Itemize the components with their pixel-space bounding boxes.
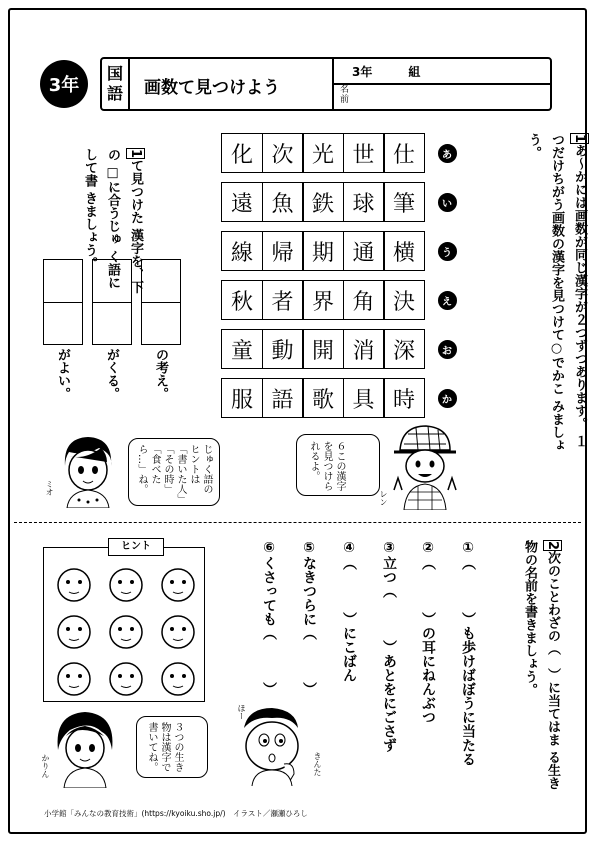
- animal-icon: [158, 564, 198, 604]
- kanji-cell[interactable]: 動: [262, 329, 304, 369]
- box-suffix-2: がくる。: [104, 348, 119, 400]
- animal-icon: [54, 658, 94, 698]
- kanji-cell[interactable]: 鉄: [302, 182, 344, 222]
- kanji-row: [221, 231, 457, 271]
- kanji-row: [221, 182, 457, 222]
- box-suffix-3: がよい。: [55, 348, 70, 400]
- mio-name: ミオ: [45, 480, 54, 496]
- proverb-2[interactable]: ②（ ）の耳にねんぶつ: [420, 540, 436, 724]
- footer-credit: 小学館「みんなの教育技術」(https://kyoiku.sho.jp/) イラスト／瀬瀬ひろし: [44, 809, 308, 818]
- animal-picture: [154, 656, 202, 700]
- kanji-cell[interactable]: 具: [343, 378, 385, 418]
- animal-picture: [154, 562, 202, 606]
- proverb-1[interactable]: ①（ ）も歩けばぼうに当たる: [460, 540, 476, 766]
- answer-box-1[interactable]: [141, 259, 181, 345]
- kanji-cell[interactable]: 歌: [302, 378, 344, 418]
- kanji-cell[interactable]: 球: [343, 182, 385, 222]
- kanji-cell[interactable]: 筆: [383, 182, 425, 222]
- proverb-6[interactable]: ⑥くさっても（ ）: [261, 540, 277, 696]
- kinta-name: きんた: [313, 752, 322, 776]
- proverb-4[interactable]: ④（ ）にこばん: [341, 540, 357, 682]
- box-suffix-1: の考え。: [153, 348, 168, 400]
- row-marker: か: [438, 389, 457, 408]
- worksheet-header: [100, 57, 552, 111]
- kanji-cell[interactable]: 語: [262, 378, 304, 418]
- kanji-cell[interactable]: 角: [343, 280, 385, 320]
- kanji-cell[interactable]: 時: [383, 378, 425, 418]
- animal-picture: [154, 609, 202, 653]
- kanji-grid: [221, 133, 457, 427]
- ren-name: レン: [379, 490, 388, 506]
- kanji-cell[interactable]: 消: [343, 329, 385, 369]
- kanji-cell[interactable]: 光: [302, 133, 344, 173]
- worksheet-title: 画数て見つけよう: [144, 78, 280, 98]
- row-marker: お: [438, 340, 457, 359]
- animal-icon: [106, 564, 146, 604]
- ren-speech-bubble: ６この漢字を見つけられるよ。: [296, 434, 380, 496]
- kanji-cell[interactable]: 童: [221, 329, 263, 369]
- ren-illustration: [388, 420, 460, 510]
- answer-box-3[interactable]: [43, 259, 83, 345]
- hint-animals: [50, 562, 202, 700]
- mio-speech-bubble: じゅく語のヒントは「書いた人」「その時」「食べたら…」ね。: [128, 438, 220, 506]
- question-1b-instructions: 1て見つけた 漢字を、下の □に合うじゅ く語にして書 きましょう。: [82, 148, 143, 294]
- proverb-3[interactable]: ③立つ（ ）あとをにごさず: [381, 540, 397, 752]
- row-marker: え: [438, 291, 457, 310]
- kanji-cell[interactable]: 服: [221, 378, 263, 418]
- karin-name: かりん: [41, 754, 50, 778]
- karin-speech-bubble: ３つの生き物は漢字で書いてね。: [136, 716, 208, 778]
- kanji-row: [221, 329, 457, 369]
- kanji-cell[interactable]: 界: [302, 280, 344, 320]
- karin-illustration: [50, 706, 120, 788]
- kanji-cell[interactable]: 帰: [262, 231, 304, 271]
- row-marker: い: [438, 193, 457, 212]
- kanji-cell[interactable]: 秋: [221, 280, 263, 320]
- animal-icon: [54, 564, 94, 604]
- animal-icon: [54, 611, 94, 651]
- animal-icon: [158, 611, 198, 651]
- animal-picture: [50, 656, 98, 700]
- hint-box: [43, 541, 205, 702]
- kanji-cell[interactable]: 決: [383, 280, 425, 320]
- animal-picture: [102, 656, 150, 700]
- question-2-instructions: 2次のことわざの（ ）に当てはま る生き物の名前を書きましょう。: [522, 540, 560, 790]
- answer-box-2[interactable]: [92, 259, 132, 345]
- kanji-cell[interactable]: 者: [262, 280, 304, 320]
- kanji-cell[interactable]: 横: [383, 231, 425, 271]
- proverb-5[interactable]: ⑤なきつらに（ ）: [301, 540, 317, 696]
- kanji-row: [221, 280, 457, 320]
- row-marker: あ: [438, 144, 457, 163]
- animal-picture: [102, 609, 150, 653]
- animal-picture: [50, 562, 98, 606]
- kanji-cell[interactable]: 通: [343, 231, 385, 271]
- kanji-cell[interactable]: 遠: [221, 182, 263, 222]
- animal-picture: [102, 562, 150, 606]
- animal-icon: [106, 658, 146, 698]
- class-field[interactable]: 3年 組: [352, 65, 421, 79]
- kanji-cell[interactable]: 開: [302, 329, 344, 369]
- kanji-row: [221, 378, 457, 418]
- row-marker: う: [438, 242, 457, 261]
- kanji-cell[interactable]: 化: [221, 133, 263, 173]
- subject-label: 国語: [102, 59, 130, 109]
- grade-badge: 3年: [40, 60, 88, 108]
- hint-label: ヒント: [108, 538, 164, 556]
- animal-icon: [158, 658, 198, 698]
- kanji-cell[interactable]: 期: [302, 231, 344, 271]
- kanji-cell[interactable]: 仕: [383, 133, 425, 173]
- kanji-cell[interactable]: 次: [262, 133, 304, 173]
- question-number: 1: [572, 134, 587, 144]
- question-1-instructions: 1あ〜かには画数が同じ漢字が２つずつあります。 １つだけちがう画数の漢字を見つけて○でかこ みましょう。: [526, 133, 587, 452]
- animal-picture: [50, 609, 98, 653]
- kanji-cell[interactable]: 世: [343, 133, 385, 173]
- section-divider: [14, 522, 581, 523]
- kinta-sound: ほー: [237, 704, 246, 720]
- animal-icon: [106, 611, 146, 651]
- mio-illustration: [55, 432, 121, 508]
- kanji-cell[interactable]: 深: [383, 329, 425, 369]
- kanji-cell[interactable]: 魚: [262, 182, 304, 222]
- name-field[interactable]: 名前: [340, 85, 350, 105]
- kanji-row: [221, 133, 457, 173]
- kanji-cell[interactable]: 線: [221, 231, 263, 271]
